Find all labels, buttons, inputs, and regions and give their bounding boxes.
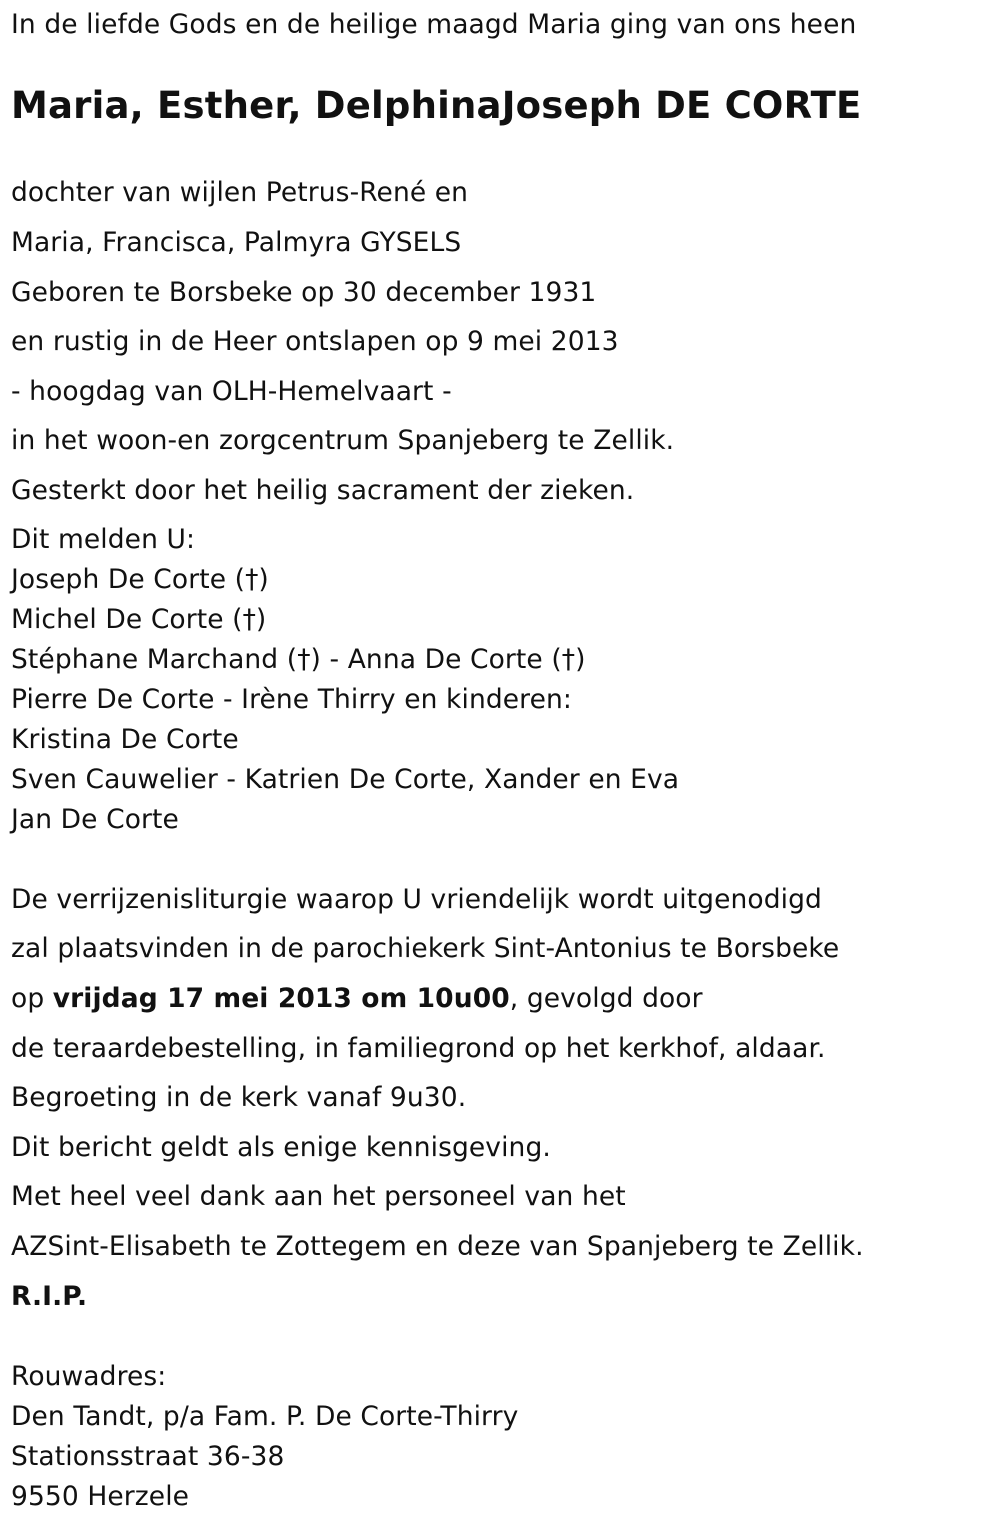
address-line: 9550 Herzele bbox=[11, 1481, 190, 1512]
bio-line: Geboren te Borsbeke op 30 december 1931 bbox=[11, 277, 597, 308]
family-member: Pierre De Corte - Irène Thirry en kinderen: bbox=[11, 684, 572, 715]
family-intro: Dit melden U: bbox=[11, 524, 196, 555]
ceremony-line: Dit bericht geldt als enige kennisgeving. bbox=[11, 1132, 551, 1163]
address-label: Rouwadres: bbox=[11, 1361, 167, 1392]
family-member: Jan De Corte bbox=[11, 804, 179, 835]
address-line: Stationsstraat 36-38 bbox=[11, 1441, 285, 1472]
thanks-line: Met heel veel dank aan het personeel van het bbox=[11, 1181, 626, 1212]
bio-line: Maria, Francisca, Palmyra GYSELS bbox=[11, 227, 462, 258]
bio-line: Gesterkt door het heilig sacrament der zieken. bbox=[11, 475, 635, 506]
bio-line: en rustig in de Heer ontslapen op 9 mei 2013 bbox=[11, 326, 619, 357]
ceremony-date-line bbox=[11, 983, 703, 1015]
ceremony-line: zal plaatsvinden in de parochiekerk Sint-Antonius te Borsbeke bbox=[11, 933, 840, 964]
family-member: Michel De Corte (†) bbox=[11, 604, 267, 635]
deceased-name: Maria, Esther, DelphinaJoseph DE CORTE bbox=[11, 84, 862, 127]
ceremony-line: de teraardebestelling, in familiegrond op het kerkhof, aldaar. bbox=[11, 1033, 826, 1064]
bio-line: in het woon-en zorgcentrum Spanjeberg te Zellik. bbox=[11, 425, 675, 456]
rip-text: R.I.P. bbox=[11, 1281, 88, 1312]
family-member: Stéphane Marchand (†) - Anna De Corte (†) bbox=[11, 644, 586, 675]
ceremony-suffix: , gevolgd door bbox=[509, 983, 703, 1014]
ceremony-line: Begroeting in de kerk vanaf 9u30. bbox=[11, 1082, 467, 1113]
address-line: Den Tandt, p/a Fam. P. De Corte-Thirry bbox=[11, 1401, 519, 1432]
bio-line: dochter van wijlen Petrus-René en bbox=[11, 177, 469, 208]
ceremony-date: vrijdag 17 mei 2013 om 10u00 bbox=[52, 983, 510, 1014]
family-member: Kristina De Corte bbox=[11, 724, 239, 755]
family-member: Sven Cauwelier - Katrien De Corte, Xander en Eva bbox=[11, 764, 680, 795]
intro-text: In de liefde Gods en de heilige maagd Maria ging van ons heen bbox=[11, 9, 857, 40]
thanks-line: AZSint-Elisabeth te Zottegem en deze van Spanjeberg te Zellik. bbox=[11, 1231, 864, 1262]
family-member: Joseph De Corte (†) bbox=[11, 564, 269, 595]
ceremony-line: De verrijzenisliturgie waarop U vriendelijk wordt uitgenodigd bbox=[11, 884, 822, 915]
ceremony-prefix: op bbox=[11, 983, 53, 1014]
bio-line: - hoogdag van OLH-Hemelvaart - bbox=[11, 376, 452, 407]
